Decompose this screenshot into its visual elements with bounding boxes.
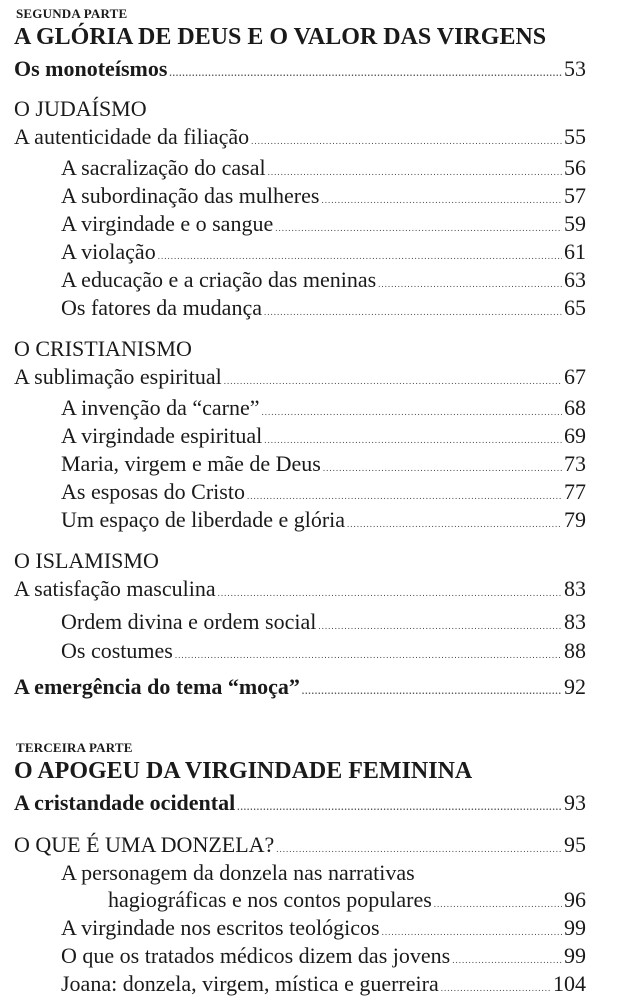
toc-entry[interactable] (61, 915, 586, 941)
dot-leader (382, 927, 562, 937)
dot-leader (218, 588, 562, 598)
page-number: 93 (564, 790, 586, 815)
dot-leader (302, 686, 562, 696)
page-number: 83 (564, 576, 586, 601)
dot-leader (276, 844, 562, 854)
entry-title: A virgindade e o sangue (61, 211, 274, 236)
toc-entry[interactable] (61, 638, 586, 664)
page-number: 59 (564, 211, 586, 236)
toc-entry[interactable] (61, 155, 586, 181)
entry-title: A autenticidade da filiação (14, 124, 250, 149)
dot-leader (452, 955, 562, 965)
entry-title: O que os tratados médicos dizem das jovens (61, 943, 451, 968)
toc-entry[interactable] (61, 451, 586, 477)
toc-entry[interactable] (14, 364, 586, 390)
part-title: O APOGEU DA VIRGINDADE FEMININA (14, 758, 473, 784)
page-number: 57 (564, 183, 586, 208)
section-heading: O CRISTIANISMO (14, 336, 192, 361)
dot-leader (275, 223, 562, 233)
dot-leader (378, 279, 562, 289)
entry-title: A violação (61, 239, 156, 264)
section-heading: O JUDAÍSMO (14, 96, 147, 121)
page-number: 95 (564, 832, 586, 857)
dot-leader (434, 899, 562, 909)
entry-title: A satisfação masculina (14, 576, 216, 601)
page-number: 68 (564, 395, 586, 420)
page-number: 99 (564, 943, 586, 968)
entry-title-continuation: hagiográficas e nos contos populares (108, 887, 432, 912)
page-number: 56 (564, 155, 586, 180)
section-heading: O ISLAMISMO (14, 548, 159, 573)
entry-title: A invenção da “carne” (61, 395, 260, 420)
dot-leader (441, 983, 551, 993)
toc-entry[interactable] (14, 56, 586, 82)
toc-entry[interactable] (61, 395, 586, 421)
dot-leader (264, 435, 562, 445)
page-number: 92 (564, 674, 586, 699)
toc-entry[interactable] (61, 267, 586, 293)
entry-title: Os fatores da mudança (61, 295, 262, 320)
toc-entry[interactable] (61, 211, 586, 237)
section-heading: O QUE É UMA DONZELA? (14, 832, 275, 857)
page-number: 55 (564, 124, 586, 149)
entry-title: A virgindade espiritual (61, 423, 263, 448)
entry-title: A cristandade ocidental (14, 790, 236, 815)
page-number: 67 (564, 364, 586, 389)
toc-entry[interactable] (61, 609, 586, 635)
toc-entry[interactable] (61, 295, 586, 321)
dot-leader (175, 650, 562, 660)
dot-leader (251, 136, 562, 146)
entry-title: Os monoteísmos (14, 56, 168, 81)
dot-leader (224, 376, 562, 386)
toc-entry[interactable] (61, 423, 586, 449)
toc-entry[interactable] (61, 943, 586, 969)
entry-title[interactable]: A personagem da donzela nas narrativas (61, 860, 415, 885)
dot-leader (247, 491, 562, 501)
entry-title: Maria, virgem e mãe de Deus (61, 451, 321, 476)
toc-entry[interactable] (61, 239, 586, 265)
dot-leader (323, 463, 562, 473)
page-number: 104 (553, 971, 586, 996)
entry-title: Joana: donzela, virgem, mística e guerreira (61, 971, 439, 996)
page-number: 99 (564, 915, 586, 940)
toc-entry[interactable] (14, 576, 586, 602)
entry-title: A educação e a criação das meninas (61, 267, 377, 292)
entry-title: A sacralização do casal (61, 155, 266, 180)
dot-leader (237, 802, 562, 812)
toc-entry[interactable] (61, 183, 586, 209)
dot-leader (158, 251, 562, 261)
dot-leader (264, 307, 562, 317)
entry-title: As esposas do Cristo (61, 479, 245, 504)
part-label: TERCEIRA PARTE (16, 740, 133, 755)
page-number: 61 (564, 239, 586, 264)
page-number: 53 (564, 56, 586, 81)
dot-leader (347, 519, 562, 529)
part-label: SEGUNDA PARTE (16, 6, 128, 21)
toc-entry[interactable] (61, 479, 586, 505)
entry-title: A sublimação espiritual (14, 364, 222, 389)
entry-title: Os costumes (61, 638, 173, 663)
toc-entry[interactable] (61, 971, 586, 997)
dot-leader (268, 167, 562, 177)
page-number: 73 (564, 451, 586, 476)
page-number: 65 (564, 295, 586, 320)
toc-entry[interactable] (108, 887, 586, 913)
dot-leader (321, 195, 562, 205)
toc-entry[interactable] (14, 832, 586, 858)
toc-entry[interactable] (14, 124, 586, 150)
part-title: A GLÓRIA DE DEUS E O VALOR DAS VIRGENS (14, 24, 547, 50)
entry-title: A virgindade nos escritos teológicos (61, 915, 380, 940)
page-number: 79 (564, 507, 586, 532)
page-number: 83 (564, 609, 586, 634)
page-number: 77 (564, 479, 586, 504)
entry-title: A subordinação das mulheres (61, 183, 320, 208)
entry-title: Ordem divina e ordem social (61, 609, 317, 634)
entry-title: A emergência do tema “moça” (14, 674, 300, 699)
toc-entry[interactable] (14, 674, 586, 700)
dot-leader (318, 621, 562, 631)
page-number: 69 (564, 423, 586, 448)
page-number: 88 (564, 638, 586, 663)
page-number: 96 (564, 887, 586, 912)
dot-leader (262, 407, 563, 417)
entry-title: Um espaço de liberdade e glória (61, 507, 346, 532)
toc-entry[interactable] (61, 507, 586, 533)
dot-leader (169, 68, 562, 78)
page-number: 63 (564, 267, 586, 292)
toc-entry[interactable] (14, 790, 586, 816)
